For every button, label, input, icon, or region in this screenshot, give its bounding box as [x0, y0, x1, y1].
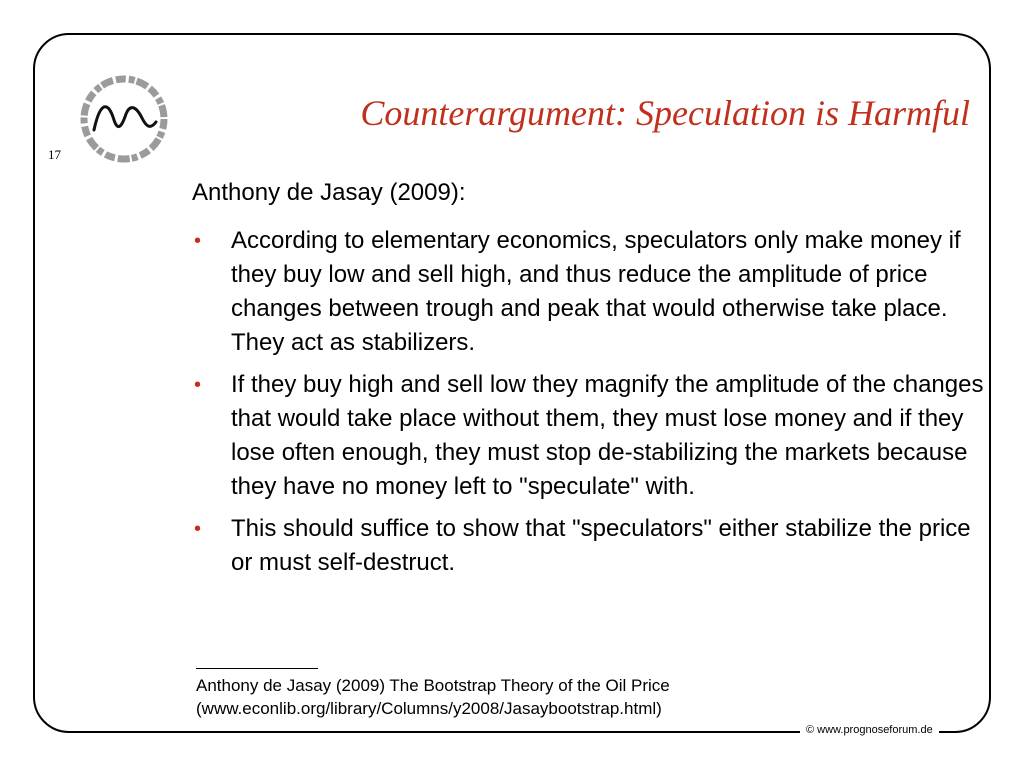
bullet-icon: • — [194, 230, 202, 252]
footnote-url: (www.econlib.org/library/Columns/y2008/Jasaybootstrap.html) — [196, 699, 662, 718]
bullet-icon: • — [194, 374, 202, 396]
copyright-notice: © www.prognoseforum.de — [800, 724, 939, 736]
bullet-item — [192, 512, 992, 580]
bullet-text: This should suffice to show that "speculators" either stabilize the price or must self-destruct. — [231, 515, 971, 576]
footnote — [196, 674, 670, 720]
footnote-divider — [196, 668, 318, 669]
bullet-list — [192, 224, 992, 580]
bullet-item — [192, 224, 992, 360]
slide-number: 17 — [48, 147, 61, 162]
slide-title: Counterargument: Speculation is Harmful — [360, 93, 970, 133]
prognoseforum-logo-icon — [74, 72, 174, 166]
footnote-citation: Anthony de Jasay (2009) The Bootstrap Theory of the Oil Price — [196, 676, 670, 695]
slide-content — [192, 176, 992, 588]
bullet-icon: • — [194, 518, 202, 540]
bullet-item — [192, 368, 992, 504]
bullet-text: If they buy high and sell low they magnify the amplitude of the changes that would take place without them, they must lose money and if they lose often enough, they must stop de-stabilizing the markets because they have no money left to "speculate" with. — [231, 371, 984, 500]
intro-text: Anthony de Jasay (2009): — [192, 179, 466, 206]
bullet-text: According to elementary economics, speculators only make money if they buy low and sell high, and thus reduce the amplitude of price changes between trough and peak that would otherwise take place. They act as stabilizers. — [231, 227, 961, 356]
